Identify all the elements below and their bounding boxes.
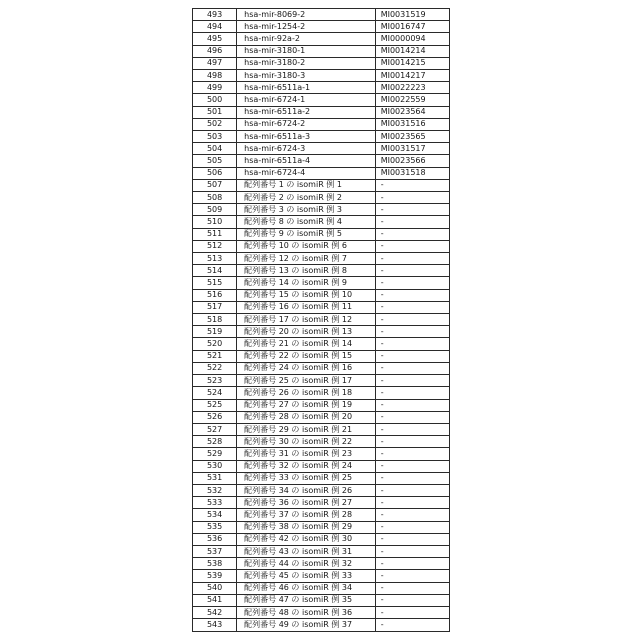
table-row bbox=[193, 436, 450, 448]
accession-cell: - bbox=[375, 326, 449, 338]
accession-cell: MI0022223 bbox=[375, 82, 449, 94]
sequence-name-cell: hsa-mir-3180-3 bbox=[237, 70, 376, 82]
row-number-cell: 512 bbox=[193, 240, 237, 252]
accession-cell: MI0014214 bbox=[375, 45, 449, 57]
table-row bbox=[193, 338, 450, 350]
table-row bbox=[193, 509, 450, 521]
sequence-name-cell: 配列番号 32 の isomiR 例 24 bbox=[237, 460, 376, 472]
row-number-cell: 502 bbox=[193, 118, 237, 130]
row-number-cell: 538 bbox=[193, 558, 237, 570]
sequence-name-cell: 配列番号 49 の isomiR 例 37 bbox=[237, 619, 376, 632]
row-number-cell: 503 bbox=[193, 131, 237, 143]
accession-cell: MI0023566 bbox=[375, 155, 449, 167]
row-number-cell: 496 bbox=[193, 45, 237, 57]
table-row bbox=[193, 118, 450, 130]
sequence-name-cell: 配列番号 26 の isomiR 例 18 bbox=[237, 387, 376, 399]
row-number-cell: 514 bbox=[193, 265, 237, 277]
sequence-name-cell: 配列番号 27 の isomiR 例 19 bbox=[237, 399, 376, 411]
table-row bbox=[193, 326, 450, 338]
accession-cell: MI0023564 bbox=[375, 106, 449, 118]
table-row bbox=[193, 411, 450, 423]
sequence-name-cell: 配列番号 33 の isomiR 例 25 bbox=[237, 472, 376, 484]
accession-cell: - bbox=[375, 314, 449, 326]
table-row bbox=[193, 570, 450, 582]
accession-cell: - bbox=[375, 545, 449, 557]
accession-cell: - bbox=[375, 216, 449, 228]
accession-cell: - bbox=[375, 338, 449, 350]
sequence-name-cell: 配列番号 20 の isomiR 例 13 bbox=[237, 326, 376, 338]
row-number-cell: 530 bbox=[193, 460, 237, 472]
accession-cell: MI0016747 bbox=[375, 21, 449, 33]
row-number-cell: 515 bbox=[193, 277, 237, 289]
table-row bbox=[193, 399, 450, 411]
accession-cell: - bbox=[375, 570, 449, 582]
sequence-name-cell: 配列番号 15 の isomiR 例 10 bbox=[237, 289, 376, 301]
table-row bbox=[193, 216, 450, 228]
table-row bbox=[193, 265, 450, 277]
sequence-name-cell: 配列番号 24 の isomiR 例 16 bbox=[237, 362, 376, 374]
table-row bbox=[193, 33, 450, 45]
table-row bbox=[193, 240, 450, 252]
row-number-cell: 521 bbox=[193, 350, 237, 362]
row-number-cell: 506 bbox=[193, 167, 237, 179]
row-number-cell: 534 bbox=[193, 509, 237, 521]
sequence-name-cell: hsa-mir-3180-2 bbox=[237, 57, 376, 69]
sequence-name-cell: 配列番号 12 の isomiR 例 7 bbox=[237, 253, 376, 265]
accession-cell: - bbox=[375, 375, 449, 387]
table-row bbox=[193, 545, 450, 557]
row-number-cell: 531 bbox=[193, 472, 237, 484]
table-row bbox=[193, 558, 450, 570]
accession-cell: - bbox=[375, 265, 449, 277]
row-number-cell: 524 bbox=[193, 387, 237, 399]
sequence-name-cell: 配列番号 3 の isomiR 例 3 bbox=[237, 204, 376, 216]
accession-cell: - bbox=[375, 399, 449, 411]
accession-cell: - bbox=[375, 289, 449, 301]
row-number-cell: 508 bbox=[193, 192, 237, 204]
row-number-cell: 541 bbox=[193, 594, 237, 606]
row-number-cell: 528 bbox=[193, 436, 237, 448]
row-number-cell: 519 bbox=[193, 326, 237, 338]
accession-cell: - bbox=[375, 228, 449, 240]
accession-cell: MI0031516 bbox=[375, 118, 449, 130]
accession-cell: - bbox=[375, 192, 449, 204]
table-row bbox=[193, 594, 450, 606]
row-number-cell: 497 bbox=[193, 57, 237, 69]
sequence-name-cell: 配列番号 2 の isomiR 例 2 bbox=[237, 192, 376, 204]
accession-cell: - bbox=[375, 472, 449, 484]
row-number-cell: 513 bbox=[193, 253, 237, 265]
row-number-cell: 510 bbox=[193, 216, 237, 228]
accession-cell: MI0014215 bbox=[375, 57, 449, 69]
sequence-name-cell: 配列番号 44 の isomiR 例 32 bbox=[237, 558, 376, 570]
table-row bbox=[193, 45, 450, 57]
sequence-name-cell: 配列番号 9 の isomiR 例 5 bbox=[237, 228, 376, 240]
row-number-cell: 509 bbox=[193, 204, 237, 216]
table-row bbox=[193, 484, 450, 496]
sequence-name-cell: 配列番号 25 の isomiR 例 17 bbox=[237, 375, 376, 387]
table-row bbox=[193, 143, 450, 155]
table-row bbox=[193, 606, 450, 618]
sequence-name-cell: hsa-mir-6724-1 bbox=[237, 94, 376, 106]
accession-cell: - bbox=[375, 240, 449, 252]
table-row bbox=[193, 70, 450, 82]
sequence-name-cell: 配列番号 16 の isomiR 例 11 bbox=[237, 301, 376, 313]
accession-cell: - bbox=[375, 509, 449, 521]
row-number-cell: 516 bbox=[193, 289, 237, 301]
row-number-cell: 533 bbox=[193, 497, 237, 509]
table-row bbox=[193, 472, 450, 484]
table-row bbox=[193, 21, 450, 33]
accession-cell: MI0023565 bbox=[375, 131, 449, 143]
table-row bbox=[193, 167, 450, 179]
sequence-name-cell: hsa-mir-8069-2 bbox=[237, 9, 376, 21]
accession-cell: - bbox=[375, 436, 449, 448]
row-number-cell: 543 bbox=[193, 619, 237, 632]
row-number-cell: 537 bbox=[193, 545, 237, 557]
sequence-name-cell: hsa-mir-92a-2 bbox=[237, 33, 376, 45]
accession-cell: - bbox=[375, 362, 449, 374]
sequence-name-cell: 配列番号 48 の isomiR 例 36 bbox=[237, 606, 376, 618]
row-number-cell: 539 bbox=[193, 570, 237, 582]
accession-cell: - bbox=[375, 301, 449, 313]
sequence-name-cell: hsa-mir-3180-1 bbox=[237, 45, 376, 57]
sequence-name-cell: 配列番号 46 の isomiR 例 34 bbox=[237, 582, 376, 594]
row-number-cell: 501 bbox=[193, 106, 237, 118]
row-number-cell: 494 bbox=[193, 21, 237, 33]
row-number-cell: 507 bbox=[193, 179, 237, 191]
accession-cell: - bbox=[375, 253, 449, 265]
row-number-cell: 523 bbox=[193, 375, 237, 387]
accession-cell: MI0031517 bbox=[375, 143, 449, 155]
table-row bbox=[193, 460, 450, 472]
accession-cell: - bbox=[375, 423, 449, 435]
table-row bbox=[193, 521, 450, 533]
row-number-cell: 529 bbox=[193, 448, 237, 460]
row-number-cell: 536 bbox=[193, 533, 237, 545]
table-row bbox=[193, 253, 450, 265]
sequence-name-cell: hsa-mir-6724-3 bbox=[237, 143, 376, 155]
sequence-name-cell: hsa-mir-6724-4 bbox=[237, 167, 376, 179]
accession-cell: - bbox=[375, 497, 449, 509]
table-row bbox=[193, 375, 450, 387]
sequence-name-cell: 配列番号 42 の isomiR 例 30 bbox=[237, 533, 376, 545]
row-number-cell: 498 bbox=[193, 70, 237, 82]
sequence-name-cell: 配列番号 13 の isomiR 例 8 bbox=[237, 265, 376, 277]
accession-cell: - bbox=[375, 179, 449, 191]
table-row bbox=[193, 277, 450, 289]
table-row bbox=[193, 155, 450, 167]
table-row bbox=[193, 179, 450, 191]
accession-cell: - bbox=[375, 460, 449, 472]
accession-cell: - bbox=[375, 387, 449, 399]
table-row bbox=[193, 289, 450, 301]
table-row bbox=[193, 204, 450, 216]
sequence-name-cell: 配列番号 30 の isomiR 例 22 bbox=[237, 436, 376, 448]
accession-cell: - bbox=[375, 619, 449, 632]
table-row bbox=[193, 423, 450, 435]
isomir-table-body bbox=[193, 9, 450, 632]
row-number-cell: 522 bbox=[193, 362, 237, 374]
accession-cell: - bbox=[375, 606, 449, 618]
accession-cell: - bbox=[375, 594, 449, 606]
accession-cell: - bbox=[375, 521, 449, 533]
sequence-name-cell: 配列番号 1 の isomiR 例 1 bbox=[237, 179, 376, 191]
sequence-name-cell: 配列番号 8 の isomiR 例 4 bbox=[237, 216, 376, 228]
table-row bbox=[193, 106, 450, 118]
accession-cell: MI0022559 bbox=[375, 94, 449, 106]
row-number-cell: 520 bbox=[193, 338, 237, 350]
sequence-name-cell: hsa-mir-6724-2 bbox=[237, 118, 376, 130]
table-row bbox=[193, 131, 450, 143]
sequence-name-cell: 配列番号 10 の isomiR 例 6 bbox=[237, 240, 376, 252]
sequence-name-cell: 配列番号 31 の isomiR 例 23 bbox=[237, 448, 376, 460]
row-number-cell: 517 bbox=[193, 301, 237, 313]
sequence-name-cell: hsa-mir-6511a-2 bbox=[237, 106, 376, 118]
row-number-cell: 505 bbox=[193, 155, 237, 167]
accession-cell: - bbox=[375, 277, 449, 289]
sequence-name-cell: 配列番号 29 の isomiR 例 21 bbox=[237, 423, 376, 435]
accession-cell: MI0000094 bbox=[375, 33, 449, 45]
sequence-name-cell: 配列番号 34 の isomiR 例 26 bbox=[237, 484, 376, 496]
sequence-name-cell: hsa-mir-6511a-3 bbox=[237, 131, 376, 143]
accession-cell: MI0014217 bbox=[375, 70, 449, 82]
accession-cell: - bbox=[375, 350, 449, 362]
accession-cell: - bbox=[375, 558, 449, 570]
table-row bbox=[193, 82, 450, 94]
sequence-name-cell: 配列番号 43 の isomiR 例 31 bbox=[237, 545, 376, 557]
row-number-cell: 525 bbox=[193, 399, 237, 411]
row-number-cell: 495 bbox=[193, 33, 237, 45]
table-row bbox=[193, 9, 450, 21]
table-row bbox=[193, 582, 450, 594]
sequence-name-cell: 配列番号 37 の isomiR 例 28 bbox=[237, 509, 376, 521]
accession-cell: - bbox=[375, 484, 449, 496]
accession-cell: - bbox=[375, 448, 449, 460]
row-number-cell: 511 bbox=[193, 228, 237, 240]
table-row bbox=[193, 57, 450, 69]
table-row bbox=[193, 448, 450, 460]
sequence-name-cell: hsa-mir-6511a-4 bbox=[237, 155, 376, 167]
row-number-cell: 526 bbox=[193, 411, 237, 423]
sequence-name-cell: 配列番号 45 の isomiR 例 33 bbox=[237, 570, 376, 582]
row-number-cell: 540 bbox=[193, 582, 237, 594]
table-row bbox=[193, 228, 450, 240]
table-row bbox=[193, 533, 450, 545]
table-row bbox=[193, 619, 450, 632]
accession-cell: - bbox=[375, 411, 449, 423]
table-row bbox=[193, 301, 450, 313]
sequence-name-cell: 配列番号 14 の isomiR 例 9 bbox=[237, 277, 376, 289]
accession-cell: - bbox=[375, 533, 449, 545]
row-number-cell: 499 bbox=[193, 82, 237, 94]
accession-cell: - bbox=[375, 204, 449, 216]
accession-cell: MI0031519 bbox=[375, 9, 449, 21]
table-row bbox=[193, 387, 450, 399]
table-row bbox=[193, 497, 450, 509]
sequence-name-cell: 配列番号 17 の isomiR 例 12 bbox=[237, 314, 376, 326]
sequence-name-cell: 配列番号 38 の isomiR 例 29 bbox=[237, 521, 376, 533]
sequence-name-cell: 配列番号 21 の isomiR 例 14 bbox=[237, 338, 376, 350]
accession-cell: MI0031518 bbox=[375, 167, 449, 179]
sequence-name-cell: 配列番号 36 の isomiR 例 27 bbox=[237, 497, 376, 509]
row-number-cell: 542 bbox=[193, 606, 237, 618]
sequence-name-cell: hsa-mir-1254-2 bbox=[237, 21, 376, 33]
row-number-cell: 500 bbox=[193, 94, 237, 106]
sequence-name-cell: hsa-mir-6511a-1 bbox=[237, 82, 376, 94]
table-row bbox=[193, 350, 450, 362]
row-number-cell: 527 bbox=[193, 423, 237, 435]
row-number-cell: 493 bbox=[193, 9, 237, 21]
sequence-name-cell: 配列番号 22 の isomiR 例 15 bbox=[237, 350, 376, 362]
row-number-cell: 535 bbox=[193, 521, 237, 533]
table-row bbox=[193, 314, 450, 326]
table-row bbox=[193, 362, 450, 374]
row-number-cell: 518 bbox=[193, 314, 237, 326]
table-row bbox=[193, 192, 450, 204]
sequence-name-cell: 配列番号 28 の isomiR 例 20 bbox=[237, 411, 376, 423]
isomir-table bbox=[192, 8, 450, 632]
accession-cell: - bbox=[375, 582, 449, 594]
row-number-cell: 504 bbox=[193, 143, 237, 155]
table-row bbox=[193, 94, 450, 106]
sequence-name-cell: 配列番号 47 の isomiR 例 35 bbox=[237, 594, 376, 606]
row-number-cell: 532 bbox=[193, 484, 237, 496]
